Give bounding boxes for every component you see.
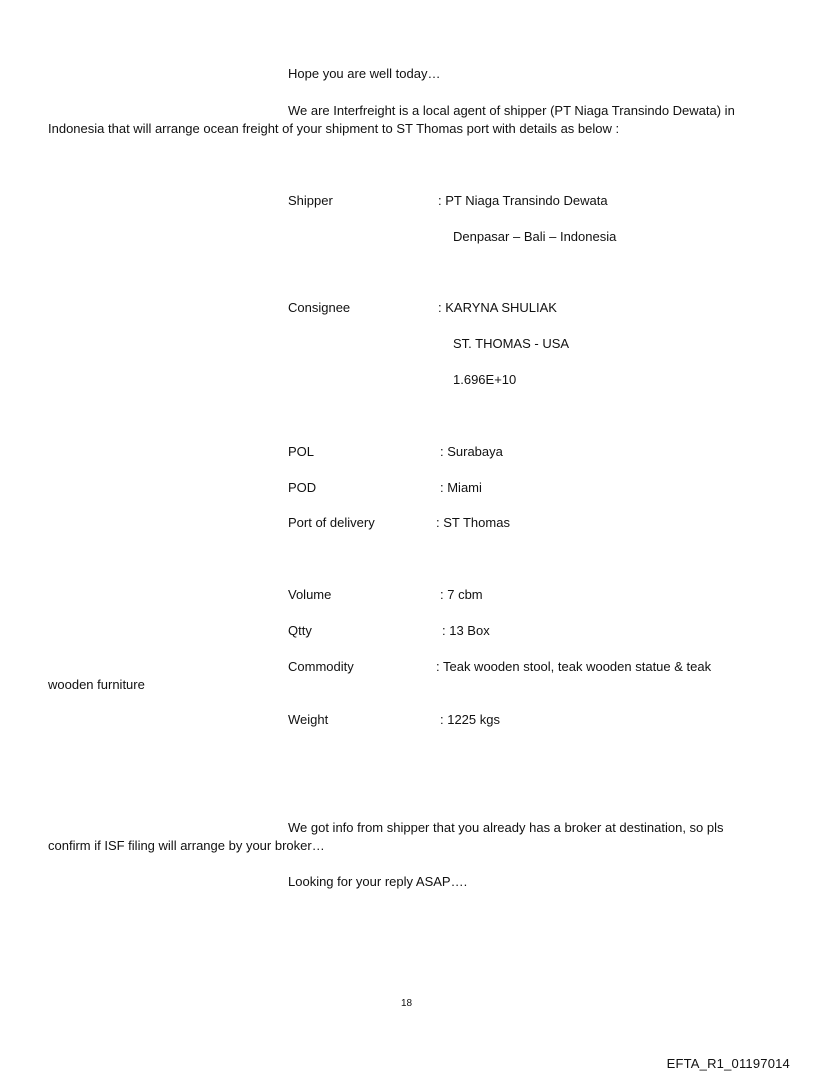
qtty-label: Qtty (288, 623, 312, 638)
closing-text-line-1: We got info from shipper that you already has a broker at destination, so pls (288, 820, 724, 835)
weight-label: Weight (288, 712, 329, 727)
document-id: EFTA_R1_01197014 (666, 1056, 790, 1071)
consignee-address: ST. THOMAS - USA (453, 336, 570, 351)
commodity-value: : Teak wooden stool, teak wooden statue & teak (436, 659, 712, 674)
shipper-value: : PT Niaga Transindo Dewata (438, 193, 608, 208)
greeting-text: Hope you are well today… (288, 66, 441, 81)
intro-text-line-2: Indonesia that will arrange ocean freight of your shipment to ST Thomas port with details as below : (48, 121, 620, 136)
pol-value: : Surabaya (440, 444, 503, 459)
consignee-label: Consignee (288, 300, 351, 315)
port-of-delivery-label: Port of delivery (288, 515, 375, 530)
pol-label: POL (288, 444, 315, 459)
pod-value: : Miami (440, 480, 482, 495)
shipper-label: Shipper (288, 193, 333, 208)
volume-value: : 7 cbm (440, 587, 483, 602)
intro-text-line-1: We are Interfreight is a local agent of shipper (PT Niaga Transindo Dewata) in (288, 103, 735, 118)
closing-text-line-2: confirm if ISF filing will arrange by your broker… (48, 838, 325, 853)
port-of-delivery-value: : ST Thomas (436, 515, 510, 530)
shipper-address: Denpasar – Bali – Indonesia (453, 229, 617, 244)
page-number: 18 (401, 998, 413, 1009)
commodity-label: Commodity (288, 659, 354, 674)
qtty-value: : 13 Box (442, 623, 490, 638)
volume-label: Volume (288, 587, 332, 602)
commodity-value-continued: wooden furniture (48, 677, 145, 692)
consignee-number: 1.696E+10 (453, 372, 517, 387)
pod-label: POD (288, 480, 317, 495)
consignee-value: : KARYNA SHULIAK (438, 300, 557, 315)
weight-value: : 1225 kgs (440, 712, 500, 727)
signoff-text: Looking for your reply ASAP…. (288, 874, 468, 889)
